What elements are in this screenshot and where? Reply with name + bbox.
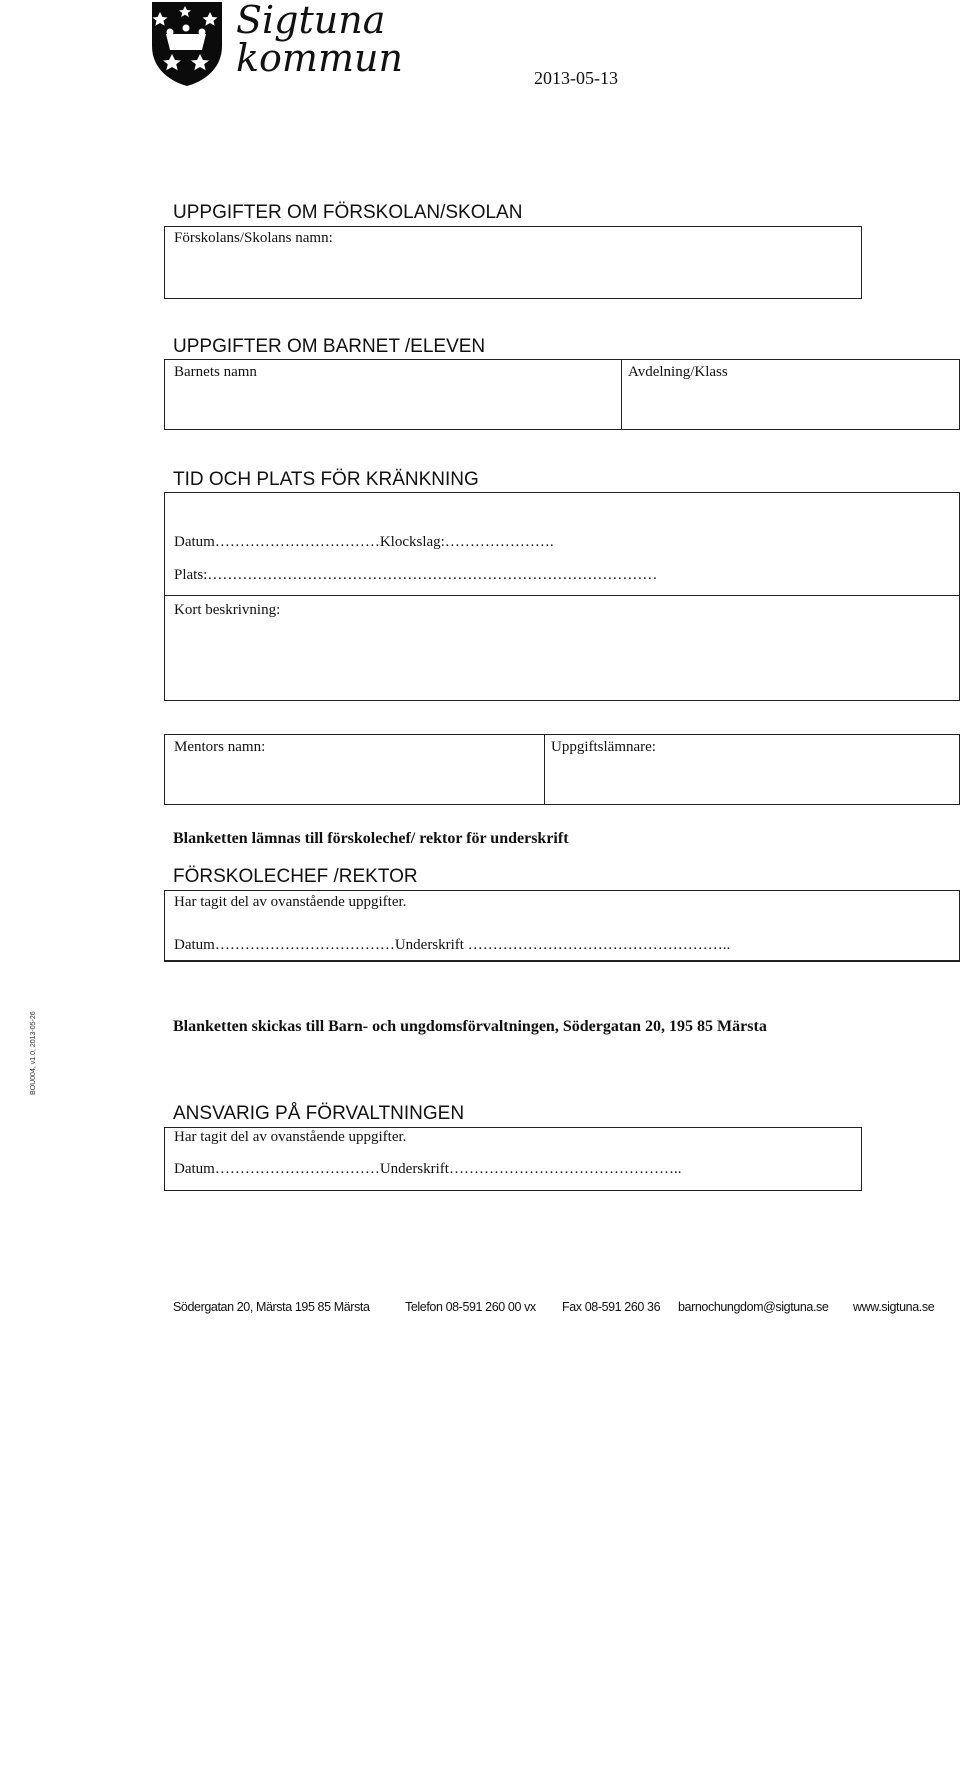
- footer-fax: Fax 08-591 260 36: [562, 1300, 661, 1314]
- logo-text-line2: kommun: [236, 36, 403, 80]
- admin-acknowledged: Har tagit del av ovanstående uppgifter.: [174, 1129, 407, 1145]
- admin-box: [164, 1127, 862, 1191]
- people-box: [164, 734, 960, 805]
- principal-acknowledged: Har tagit del av ovanstående uppgifter.: [174, 894, 407, 910]
- child-info-box: [164, 359, 960, 430]
- people-box-divider: [544, 735, 545, 804]
- send-note: Blanketten skickas till Barn- och ungdomsförvaltningen, Södergatan 20, 195 85 Märsta: [173, 1018, 767, 1035]
- document-date: 2013-05-13: [534, 68, 618, 88]
- submit-note: Blanketten lämnas till förskolechef/ rektor för underskrift: [173, 830, 569, 847]
- logo-text-line1: Sigtuna: [236, 0, 386, 42]
- admin-section-title: ANSVARIG PÅ FÖRVALTNINGEN: [173, 1103, 465, 1124]
- child-name-label: Barnets namn: [174, 364, 257, 380]
- school-name-box[interactable]: [164, 226, 862, 299]
- school-name-label: Förskolans/Skolans namn:: [174, 230, 333, 246]
- footer-website[interactable]: www.sigtuna.se: [853, 1300, 935, 1314]
- incident-box: [164, 492, 960, 701]
- incident-place-line[interactable]: Plats:………………………………………………………………………………: [174, 567, 658, 583]
- child-section-title: UPPGIFTER OM BARNET /ELEVEN: [173, 336, 486, 357]
- coat-of-arms-logo: [150, 0, 224, 86]
- class-label: Avdelning/Klass: [628, 364, 728, 380]
- footer-address: Södergatan 20, Märsta 195 85 Märsta: [173, 1300, 370, 1314]
- mentor-name-label: Mentors namn:: [174, 739, 266, 755]
- principal-section-title: FÖRSKOLECHEF /REKTOR: [173, 866, 418, 887]
- footer-email[interactable]: barnochungdom@sigtuna.se: [678, 1300, 829, 1314]
- side-form-code: BOU004, v1.0, 2013-05-26: [30, 1011, 37, 1095]
- description-label: Kort beskrivning:: [174, 602, 281, 618]
- admin-signature-line[interactable]: Datum……………………………Underskrift………………………………………..: [174, 1161, 682, 1177]
- incident-date-line[interactable]: Datum……………………………Klockslag:………………….: [174, 534, 554, 550]
- principal-signature-line[interactable]: Datum………………………………Underskrift ……………………………………………..: [174, 937, 731, 953]
- school-section-title: UPPGIFTER OM FÖRSKOLAN/SKOLAN: [173, 202, 523, 223]
- incident-box-divider: [165, 595, 959, 596]
- principal-box: [164, 890, 960, 962]
- footer-phone: Telefon 08-591 260 00 vx: [405, 1300, 536, 1314]
- incident-section-title: TID OCH PLATS FÖR KRÄNKNING: [173, 469, 479, 490]
- child-box-divider: [621, 360, 622, 429]
- informant-label: Uppgiftslämnare:: [551, 739, 656, 755]
